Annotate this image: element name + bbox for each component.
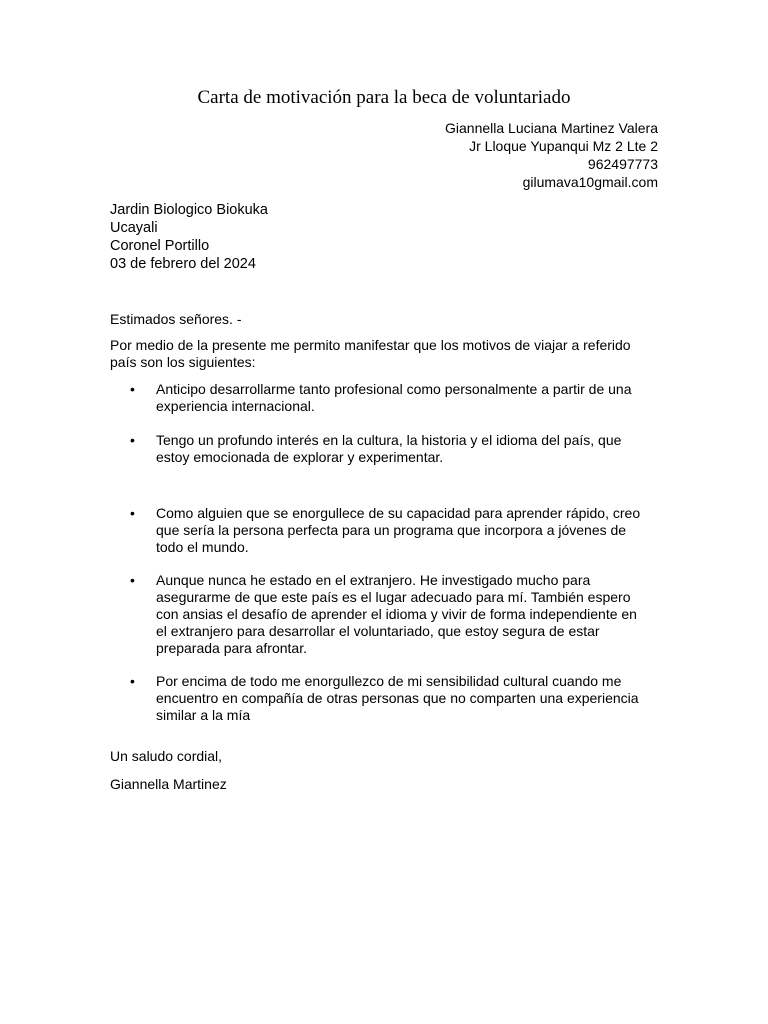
intro-paragraph [110,337,665,371]
bullet-dot: • [130,673,135,689]
bullet-line: experiencia internacional. [156,398,315,414]
bullet-line: todo el mundo. [156,539,249,555]
recipient-region: Ucayali [110,220,158,236]
sender-name: Giannella Luciana Martinez Valera [445,120,658,136]
sender-email: gilumava10gmail.com [522,174,658,190]
bullet-dot: • [130,572,135,588]
bullet-line: asegurarme de que este país es el lugar adecuado para mí. También espero [156,589,631,605]
bullet-text [156,381,666,415]
intro-line: país son los siguientes: [110,354,256,370]
letter-date: 03 de febrero del 2024 [110,256,256,272]
bullet-line: con ansias el desafío de aprender el idioma y vivir de forma independiente en [156,606,637,622]
salutation: Estimados señores. - [110,311,242,327]
bullet-text [156,572,666,657]
bullet-line: que sería la persona perfecta para un programa que incorpora a jóvenes de [156,522,627,538]
sender-block [445,119,658,191]
recipient-province: Coronel Portillo [110,238,210,254]
letter-title: Carta de motivación para la beca de voluntariado [197,87,571,108]
bullet-line: preparada para afrontar. [156,640,307,656]
bullet-text [156,505,666,556]
bullet-dot: • [130,432,135,448]
intro-line: Por medio de la presente me permito manifestar que los motivos de viajar a referido [110,337,631,353]
bullet-line: estoy emocionada de explorar y experimentar. [156,449,444,465]
signature-name: Giannella Martinez [110,776,227,792]
sender-phone: 962497773 [587,156,658,172]
bullet-line: Como alguien que se enorgullece de su capacidad para aprender rápido, creo [156,505,641,521]
bullet-text [156,673,666,724]
bullet-line: Anticipo desarrollarme tanto profesional como personalmente a partir de una [156,381,632,397]
bullet-dot: • [130,381,135,397]
closing: Un saludo cordial, [110,748,223,764]
bullet-line: encuentro en compañía de otras personas que no comparten una experiencia [156,690,639,706]
bullet-line: el extranjero para desarrollar el voluntariado, que estoy segura de estar [156,623,600,639]
recipient-organization: Jardin Biologico Biokuka [110,202,268,218]
bullet-line: similar a la mía [156,707,251,723]
bullet-line: Tengo un profundo interés en la cultura, la historia y el idioma del país, que [156,432,622,448]
bullet-dot: • [130,505,135,521]
bullet-line: Por encima de todo me enorgullezco de mi sensibilidad cultural cuando me [156,673,622,689]
bullet-line: Aunque nunca he estado en el extranjero. He investigado mucho para [156,572,591,588]
bullet-text [156,432,666,466]
recipient-block [110,201,268,273]
sender-address: Jr Lloque Yupanqui Mz 2 Lte 2 [469,138,658,154]
